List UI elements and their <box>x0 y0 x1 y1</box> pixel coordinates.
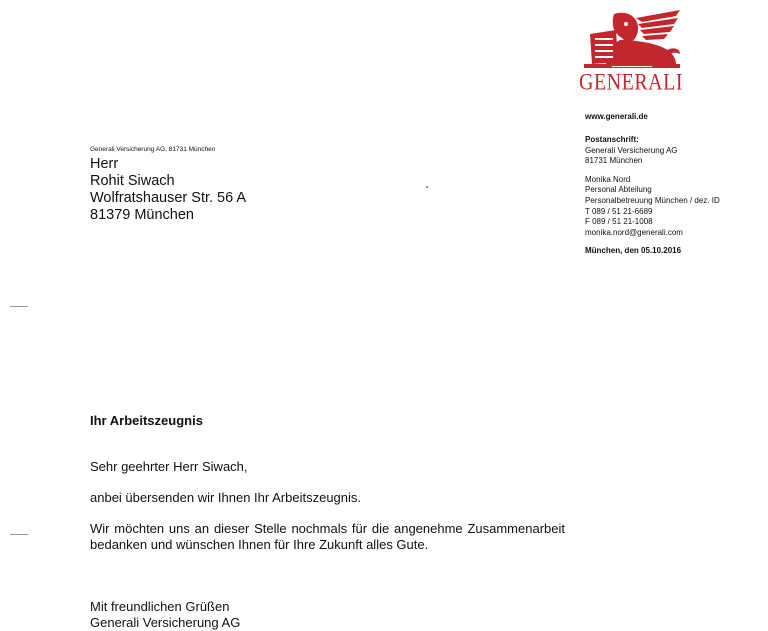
recipient-city: 81379 München <box>90 207 194 223</box>
letter-body-line: anbei übersenden wir Ihnen Ihr Arbeitszeugnis. <box>90 490 362 505</box>
postal-line: Generali Versicherung AG <box>585 145 678 155</box>
contact-name: Monika Nord <box>585 174 631 184</box>
logo-wordmark: GENERALI <box>579 70 683 96</box>
scan-speck <box>426 186 428 188</box>
contact-fax: F 089 / 51 21-1008 <box>585 217 653 227</box>
letter-greeting: Sehr geehrter Herr Siwach, <box>90 459 248 474</box>
closing-phrase: Mit freundlichen Grüßen <box>90 599 230 614</box>
recipient-name: Rohit Siwach <box>90 173 175 189</box>
postal-heading: Postanschrift: <box>585 135 639 144</box>
sender-info-block <box>585 135 755 257</box>
contact-email: monika.nord@generali.com <box>585 227 683 237</box>
generali-logo <box>576 8 686 94</box>
fold-mark <box>10 534 28 535</box>
recipient-address <box>90 156 246 224</box>
return-address-line: Generali Versicherung AG, 81731 München <box>90 146 216 153</box>
contact-team: Personalbetreuung München / dez. ID <box>585 195 720 205</box>
postal-line: 81731 München <box>585 156 643 166</box>
letter-date: München, den 05.10.2016 <box>585 246 682 256</box>
contact-department: Personal Abteilung <box>585 185 652 195</box>
letter-subject: Ihr Arbeitszeugnis <box>90 413 203 428</box>
letter-body-paragraph: Wir möchten uns an dieser Stelle nochmals für die angenehme Zusammenarbeit bedanken und wünschen Ihnen für Ihre Zukunft alles Gute. <box>90 521 565 552</box>
letter-closing <box>90 599 240 631</box>
winged-lion-icon <box>576 8 686 70</box>
closing-company: Generali Versicherung AG <box>90 615 241 630</box>
contact-phone: T 089 / 51 21-6689 <box>585 206 653 216</box>
recipient-street: Wolfratshauser Str. 56 A <box>90 190 247 206</box>
recipient-salutation: Herr <box>90 156 119 172</box>
website-url: www.generali.de <box>585 112 648 121</box>
fold-mark <box>10 306 28 307</box>
